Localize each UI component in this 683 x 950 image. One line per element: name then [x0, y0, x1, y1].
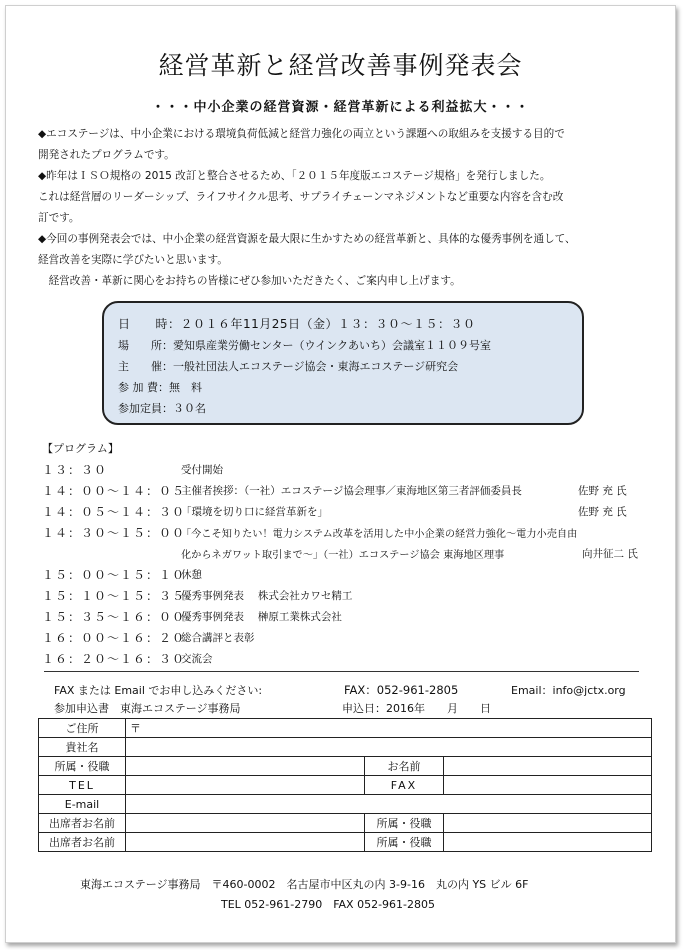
form-label: 所属・役職 — [365, 833, 444, 852]
form-label: 所属・役職 — [39, 757, 126, 776]
form-row — [39, 738, 652, 757]
postal-mark: 〒 — [130, 722, 141, 735]
page-title: 経営革新と経営改善事例発表会 — [158, 51, 523, 80]
program-desc: 受付開始 — [181, 464, 223, 476]
program-desc: 優秀事例発表 株式会社カワセ精工 — [181, 590, 353, 602]
form-label: 所属・役職 — [365, 814, 444, 833]
fax-field[interactable] — [444, 776, 652, 795]
application-form — [38, 718, 652, 852]
footer-contact: TEL 052-961-2790 FAX 052-961-2805 — [221, 898, 436, 911]
form-label: E-mail — [39, 795, 126, 814]
program-desc: 休憩 — [181, 569, 202, 581]
program-desc: 主催者挨拶：（一社）エコステージ協会理事／東海地区第三者評価委員長 — [181, 485, 522, 497]
intro-line: これは経営層のリーダーシップ、ライフサイクル思考、サプライチェーンマネジメントなど重要な内容を含む改 — [38, 191, 564, 203]
intro-line: 経営改善を実際に学びたいと思います。 — [38, 254, 228, 266]
program-time: １４：３０～１５：００ — [42, 526, 186, 540]
fax-number: FAX：052-961-2805 — [344, 683, 459, 697]
form-label: TEL — [39, 776, 126, 795]
company-field[interactable] — [126, 738, 652, 757]
name-field[interactable] — [444, 757, 652, 776]
form-row — [39, 719, 652, 738]
form-label: お名前 — [365, 757, 444, 776]
tel-field[interactable] — [126, 776, 365, 795]
intro-line: 経営改善・革新に関心をお持ちの皆様にぜひ参加いただきたく、ご案内申し上げます。 — [38, 275, 461, 287]
email-field[interactable] — [126, 795, 652, 814]
program-time: １５：３５～１６：００ — [42, 610, 186, 624]
divider — [44, 671, 639, 672]
program-desc: 化からネガワット取引まで～」（一社）エコステージ協会 東海地区理事 — [181, 550, 505, 561]
address-field[interactable] — [126, 719, 652, 738]
form-row — [39, 814, 652, 833]
dept-field[interactable] — [126, 757, 365, 776]
program-speaker: 向井征二 氏 — [582, 548, 638, 560]
program-desc: 総合講評と表彰 — [181, 632, 255, 644]
program-time: １６：００～１６：２０ — [42, 631, 186, 645]
program-time: １６：２０～１６：３０ — [42, 652, 186, 666]
program-desc: 「環境を切り口に経営革新を」 — [181, 506, 328, 518]
form-row — [39, 757, 652, 776]
form-row — [39, 833, 652, 852]
event-fee: 参 加 費：無 料 — [118, 381, 202, 394]
program-desc: 交流会 — [181, 653, 213, 665]
intro-line: 訂です。 — [38, 212, 80, 224]
program-desc: 優秀事例発表 榊原工業株式会社 — [181, 611, 342, 623]
program-time: １４：０５～１４：３０ — [42, 505, 186, 519]
program-time: １５：００～１５：１０ — [42, 568, 186, 582]
program-desc: 「今こそ知りたい！電力システム改革を活用した中小企業の経営力強化～電力小売自由 — [181, 529, 578, 540]
event-info-box — [102, 301, 584, 425]
attendee-dept-field[interactable] — [444, 814, 652, 833]
event-capacity: 参加定員：３０名 — [118, 402, 206, 415]
form-label: 出席者お名前 — [39, 833, 126, 852]
page-subtitle: ・・・中小企業の経営資源・経営革新による利益拡大・・・ — [151, 100, 530, 115]
intro-line: ◆エコステージは、中小企業における環境負荷低減と経営力強化の両立という課題への取組みを支援する目的で — [38, 128, 565, 140]
intro-line: ◆今回の事例発表会では、中小企業の経営資源を最大限に生かすための経営革新と、具体的な優秀事例を通して、 — [38, 233, 576, 245]
footer-address: 東海エコステージ事務局 〒460-0002 名古屋市中区丸の内 3-9-16 丸の内 YS ビル 6F — [80, 878, 529, 891]
form-label: ご住所 — [39, 719, 126, 738]
program-speaker: 佐野 充 氏 — [578, 506, 627, 518]
attendee-name-field[interactable] — [126, 833, 365, 852]
form-label: 出席者お名前 — [39, 814, 126, 833]
application-date: 申込日：2016年 月 日 — [342, 702, 491, 715]
form-title: 参加申込書 東海エコステージ事務局 — [54, 702, 241, 715]
event-venue: 場 所：愛知県産業労働センター（ウインクあいち）会議室１１０９号室 — [118, 339, 492, 352]
program-speaker: 佐野 充 氏 — [578, 485, 627, 497]
intro-line: ◆昨年はＩＳＯ規格の 2015 改訂と整合させるため、「２０１５年度版エコステージ規格」を発行しました。 — [38, 170, 551, 182]
program-time: １５：１０～１５：３５ — [42, 589, 186, 603]
program-heading: 【プログラム】 — [42, 442, 119, 455]
form-label: 貴社名 — [39, 738, 126, 757]
fax-instruction: FAX または Email でお申し込みください: — [54, 684, 263, 697]
event-organizer: 主 催：一般社団法人エコステージ協会・東海エコステージ研究会 — [118, 360, 459, 373]
email-address: Email：info@jctx.org — [511, 684, 626, 697]
program-time: １４：００～１４：０５ — [42, 484, 186, 498]
event-datetime: 日 時：２０１６年11月25日（金）１３：３０～１５：３０ — [118, 317, 476, 331]
intro-line: 開発されたプログラムです。 — [38, 149, 175, 161]
program-time: １３：３０ — [42, 463, 108, 477]
flyer-page — [5, 5, 676, 943]
attendee-name-field[interactable] — [126, 814, 365, 833]
attendee-dept-field[interactable] — [444, 833, 652, 852]
form-label: FAX — [365, 776, 444, 795]
form-row — [39, 776, 652, 795]
form-row — [39, 795, 652, 814]
